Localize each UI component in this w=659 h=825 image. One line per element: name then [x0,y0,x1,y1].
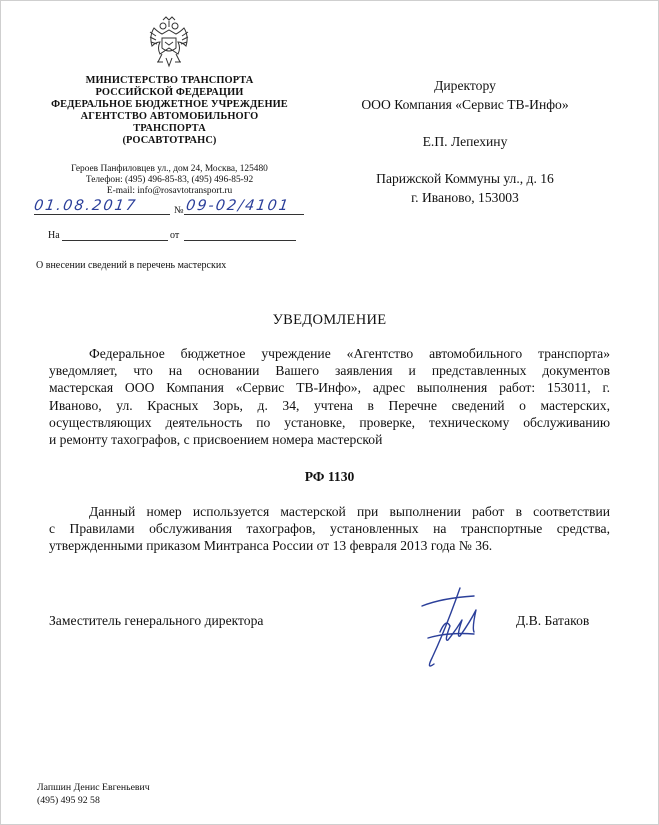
body-paragraph-2 [49,503,610,555]
body-line: утвержденными приказом Минтранса России от 13 февраля 2013 года № 36. [49,538,493,554]
org-line: ФЕДЕРАЛЬНОЕ БЮДЖЕТНОЕ УЧРЕЖДЕНИЕ [51,99,288,110]
org-line: ТРАНСПОРТА [133,123,206,134]
handwritten-signature [400,578,510,678]
org-phone: Телефон: (495) 496-85-83, (495) 496-85-92 [85,175,254,185]
body-line: Федеральное бюджетное учреждение «Агентство автомобильного транспорта» [89,346,610,361]
body-line: уведомляет, что на основании Вашего заявления и представленных документов [49,363,610,379]
addressee-city: г. Иваново, 153003 [411,190,519,205]
body-line: мастерская ООО Компания «Сервис ТВ-Инфо», адрес выполнения работ: 153011, г. [49,380,610,396]
org-line: АГЕНТСТВО АВТОМОБИЛЬНОГО [80,111,259,122]
coat-of-arms-icon [146,14,192,70]
org-line: РОССИЙСКОЙ ФЕДЕРАЦИИ [95,87,244,98]
body-paragraph-1 [49,345,610,448]
addressee-street: Парижской Коммуны ул., д. 16 [376,171,554,186]
addressee-position: Директору [434,78,496,93]
date-underline [34,214,170,215]
addressee-block [330,76,600,207]
reference-line [48,230,298,244]
executor-phone: (495) 495 92 58 [37,795,100,806]
registration-line [34,198,304,220]
org-line: (РОСАВТОТРАНС) [122,135,217,146]
document-title: УВЕДОМЛЕНИЕ [272,312,387,328]
na-label: На [48,230,60,241]
number-underline [184,214,304,215]
registration-date: 01.08.2017 [32,198,139,214]
addressee-name: Е.П. Лепехину [422,134,508,149]
signatory-name: Д.В. Батаков [516,613,590,628]
body-line: и ремонту тахографов, с присвоением номера мастерской [49,432,383,448]
organization-header [36,75,303,147]
addressee-company: ООО Компания «Сервис ТВ-Инфо» [361,97,569,112]
organization-contacts [36,164,303,197]
body-line: Иваново, ул. Красных Зорь, д. 34, учтена в Перечне сведений о мастерских, [49,397,610,413]
ot-underline [184,240,296,241]
registration-number: 09-02/4101 [184,198,292,214]
org-line: МИНИСТЕРСТВО ТРАНСПОРТА [85,75,254,86]
workshop-code: РФ 1130 [304,469,355,484]
body-line: Данный номер используется мастерской при выполнении работ в соответствии [89,504,610,519]
body-line: осуществляющих деятельность по установке, проверке, техническому обслуживанию [49,414,610,430]
body-line: с Правилами обслуживания тахографов, установленных на транспортные средства, [49,521,610,537]
number-sign: № [174,205,184,216]
executor-block [37,781,150,807]
ot-label: от [170,230,180,241]
org-email: E-mail: info@rosavtotransport.ru [106,186,233,196]
org-address: Героев Панфиловцев ул., дом 24, Москва, 125480 [71,164,268,174]
signatory-role: Заместитель генерального директора [49,613,264,628]
executor-name: Лапшин Денис Евгеньевич [37,782,150,793]
letter-subject: О внесении сведений в перечень мастерских [36,260,227,271]
na-underline [62,240,168,241]
